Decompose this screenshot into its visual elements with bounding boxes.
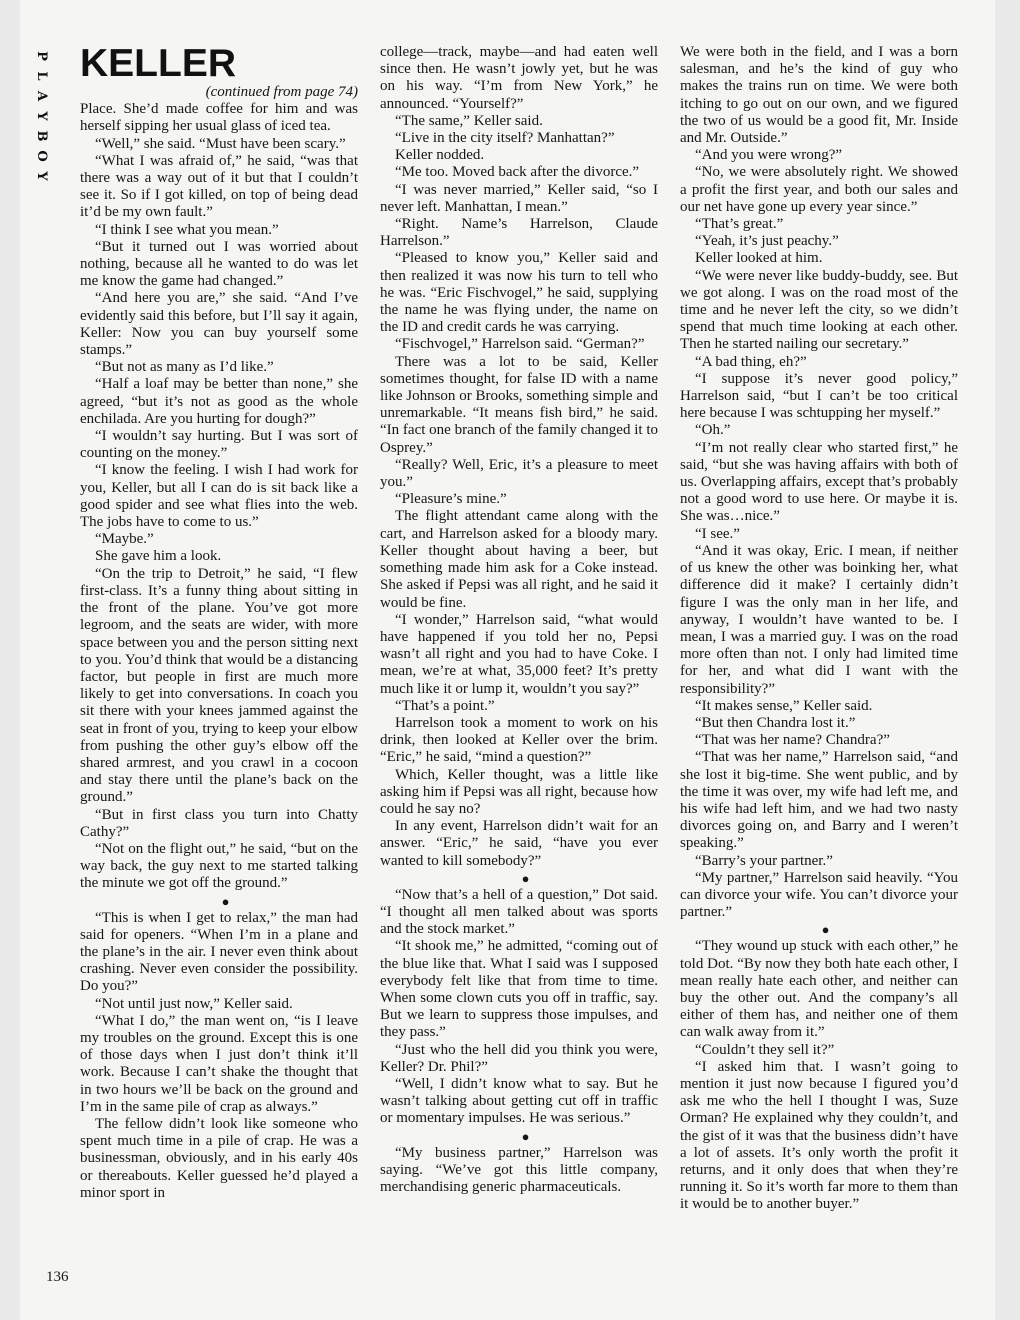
- paragraph: “Maybe.”: [95, 531, 154, 548]
- paragraph: “That was her name,” Harrelson said, “and she lost it big-time. She went public, and by the time it was over, my wife had left me, and his wife had left him, and we had two nasty divorces going on, and Barry and I weren’t speaking.”: [680, 749, 958, 852]
- paragraph: In any event, Harrelson didn’t wait for an answer. “Eric,” he said, “have you ever wanted to kill somebody?”: [380, 818, 658, 869]
- paragraph: “What I was afraid of,” he said, “was that there was a way out of it but that I couldn’t see it. So if I got killed, on top of being dead it’d be my own fault.”: [80, 152, 358, 221]
- text-column-3: [680, 44, 958, 1214]
- paragraph: Keller nodded.: [395, 147, 485, 164]
- paragraph: “Pleased to know you,” Keller said and then realized it was now his turn to tell who he was. “Eric Fischvogel,” he said, supplying the name he was flying under, the name on the ID and credit cards he was carrying.: [380, 250, 658, 336]
- paragraph: We were both in the field, and I was a born salesman, and he’s the kind of guy who makes the trains run on time. We were both itching to go out on our own, and we figured the two of us would be a good fit, Mr. Inside and Mr. Outside.”: [680, 44, 958, 147]
- paragraph: “Me too. Moved back after the divorce.”: [395, 164, 640, 181]
- paragraph: “Couldn’t they sell it?”: [695, 1041, 835, 1058]
- paragraph: “Just who the hell did you think you were, Keller? Dr. Phil?”: [380, 1041, 658, 1075]
- paragraph: “No, we were absolutely right. We showed a profit the first year, and both our sales and our net have gone up every year since.”: [680, 164, 958, 215]
- magazine-name-letter: Y: [34, 171, 49, 181]
- paragraph: “But it turned out I was worried about nothing, because all he wanted to do was let me know the game had changed.”: [80, 238, 358, 290]
- paragraph: “I wonder,” Harrelson said, “what would have happened if you told her no, Pepsi wasn’t all right and you had to have Coke. I mean, we’re at what, 35,000 feet? It’s pretty much like it or lump it, wouldn’t you say?”: [380, 611, 658, 697]
- section-break-bullet: ●: [521, 1128, 530, 1144]
- paragraph: “Pleasure’s mine.”: [395, 491, 507, 508]
- magazine-name-letter: L: [34, 71, 49, 81]
- paragraph: “Really? Well, Eric, it’s a pleasure to meet you.”: [380, 456, 658, 491]
- paragraph: “It makes sense,” Keller said.: [695, 697, 873, 714]
- article-headline: KELLER: [80, 42, 236, 85]
- paragraph: “A bad thing, eh?”: [695, 353, 807, 370]
- paragraph: Harrelson took a moment to work on his drink, then looked at Keller over the brim. “Eric,” he said, “mind a question?”: [380, 714, 658, 766]
- paragraph: The fellow didn’t look like someone who spent much time in a pile of crap. He was a businessman, obviously, and in his early 40s or thereabouts. Keller guessed he’d played a minor sport in: [80, 1115, 358, 1201]
- magazine-name-letter: B: [34, 130, 49, 142]
- paragraph: “Well,” she said. “Must have been scary.”: [95, 135, 346, 152]
- paragraph: Keller looked at him.: [695, 250, 823, 267]
- paragraph: “Now that’s a hell of a question,” Dot said. “I thought all men talked about was sports and the stock market.”: [380, 886, 658, 938]
- paragraph: “And here you are,” she said. “And I’ve evidently said this before, but I’ll say it again, Keller: Now you can buy yourself some stamps.”: [80, 290, 358, 359]
- paragraph: “Not until just now,” Keller said.: [95, 995, 293, 1012]
- paragraph: college—track, maybe—and had eaten well since then. He wasn’t jowly yet, but he was on his way. “I’m from New York,” he announced. “Yourself?”: [380, 44, 658, 112]
- paragraph: “My business partner,” Harrelson was saying. “We’ve got this little company, merchandising generic pharmaceuticals.: [380, 1144, 658, 1195]
- paragraph: “Well, I didn’t know what to say. But he wasn’t talking about getting cut off in traffic or momentary impulses. He was serious.”: [380, 1075, 658, 1127]
- paragraph: “But not as many as I’d like.”: [95, 359, 274, 376]
- paragraph: She gave him a look.: [95, 548, 222, 565]
- magazine-name-letter: P: [34, 51, 49, 61]
- paragraph: “I was never married,” Keller said, “so I never left. Manhattan, I mean.”: [380, 181, 658, 215]
- paragraph: “I suppose it’s never good policy,” Harrelson said, “but I can’t be too critical here because I was schtupping her myself.”: [680, 370, 958, 422]
- paragraph: “On the trip to Detroit,” he said, “I flew first-class. It’s a funny thing about sitting in the front of the plane. You’ve got more legroom, and the seats are wider, with more space between you and the person sitting next to you. You’d think that would be a distancing factor, but people in first are much more likely to get into conversations. In coach you sit there with your knees jammed against the seat in front of you, trying to keep your elbow from pushing the other guy’s elbow off the shared armrest, and you crawl in a cocoon and stay there until the plane’s back on the ground.”: [80, 565, 358, 806]
- page-number: 136: [46, 1269, 69, 1285]
- paragraph: “I asked him that. I wasn’t going to mention it just now because I figured you’d ask me who the hell I thought I was, Suze Orman? He explained why they couldn’t, and the gist of it was that the business didn’t have a lot of assets. It’s only worth the profit it returns, and it only does that when they’re running it. So it’s worth far more to them than it would be to another buyer.”: [680, 1058, 958, 1213]
- paragraph: “Not on the flight out,” he said, “but on the way back, the guy next to me started talking the minute we got off the ground.”: [80, 840, 358, 892]
- paragraph: “But in first class you turn into Chatty Cathy?”: [80, 806, 358, 840]
- paragraph: “I’m not really clear who started first,” he said, “but she was having affairs with both of us. Overlapping affairs, except that’s probably not a good word to use here. Or maybe it is. She was…nice.”: [680, 439, 958, 525]
- paragraph: “Half a loaf may be better than none,” she agreed, “but it’s not as good as the whole enchilada. Are you hurting for dough?”: [80, 376, 358, 427]
- paragraph: There was a lot to be said, Keller sometimes thought, for false ID with a name like Johnson or Brooks, something simple and unremarkable. “It means fish bird,” he said. “In fact one branch of the family changed it to Osprey.”: [380, 353, 658, 456]
- paragraph: “And you were wrong?”: [695, 147, 843, 164]
- paragraph: “They wound up stuck with each other,” he told Dot. “By now they both hate each other, I mean really hate each other, and neither can buy the other out. And the company’s all either of them has, and neither one of them can walk away from it.”: [680, 938, 958, 1041]
- paragraph: “Fischvogel,” Harrelson said. “German?”: [395, 336, 645, 353]
- paragraph: “That’s a point.”: [395, 697, 495, 714]
- paragraph: The flight attendant came along with the cart, and Harrelson asked for a bloody mary. Keller thought about having a beer, but something made him ask for a Coke instead. She asked if Pepsi was all right, and he said it would be fine.: [380, 508, 658, 611]
- paragraph: “My partner,” Harrelson said heavily. “You can divorce your wife. You can’t divorce your partner.”: [680, 869, 958, 921]
- magazine-name-vertical: [28, 46, 48, 186]
- paragraph: Place. She’d made coffee for him and was herself sipping her usual glass of iced tea.: [80, 101, 358, 135]
- section-break-bullet: ●: [821, 922, 830, 938]
- paragraph: Which, Keller thought, was a little like asking him if Pepsi was all right, because how could he say no?: [380, 766, 658, 817]
- paragraph: “It shook me,” he admitted, “coming out of the blue like that. What I said was I supposed everybody felt like that from time to time. When some clown cuts you off in traffic, say. But we learn to suppress those impulses, and they pass.”: [380, 938, 658, 1041]
- paragraph: “Live in the city itself? Manhattan?”: [395, 130, 615, 147]
- magazine-name-letter: Y: [34, 111, 49, 121]
- magazine-name-letter: O: [34, 150, 49, 162]
- text-column-2: [380, 44, 658, 1196]
- paragraph: “That was her name? Chandra?”: [695, 732, 890, 749]
- magazine-name-letter: A: [34, 90, 49, 102]
- paragraph: “But then Chandra lost it.”: [695, 714, 856, 731]
- paragraph: “The same,” Keller said.: [395, 112, 543, 129]
- continued-note: (continued from page 74): [205, 84, 358, 100]
- paragraph: “We were never like buddy-buddy, see. But we got along. I was on the road most of the time and he never left the city, so we didn’t spend that much time looking at each other. Then he started nailing our secretary.”: [680, 267, 958, 353]
- paragraph: “Right. Name’s Harrelson, Claude Harrelson.”: [380, 216, 658, 250]
- section-break-bullet: ●: [221, 893, 230, 909]
- paragraph: “And it was okay, Eric. I mean, if neither of us knew the other was boinking her, what difference did it make? I certainly didn’t figure I was the only man in her life, and anyway, I wouldn’t have wanted to be. I mean, I was a married guy. I was on the road more often than not. I only had limited time for her, and what did I want with the responsibility?”: [680, 542, 958, 697]
- section-break-bullet: ●: [521, 870, 530, 886]
- paragraph: “Barry’s your partner.”: [695, 852, 833, 869]
- paragraph: “Yeah, it’s just peachy.”: [695, 233, 839, 250]
- paragraph: “Oh.”: [695, 422, 731, 439]
- paragraph: “I see.”: [695, 525, 740, 542]
- paragraph: “I think I see what you mean.”: [95, 221, 279, 238]
- paragraph: “What I do,” the man went on, “is I leave my troubles on the ground. Except this is one of those days when I just don’t think it’ll work. Because I can’t shake the thought that in two hours we’ll be back on the ground and I’m in the same pile of crap as always.”: [80, 1012, 358, 1115]
- paragraph: “I know the feeling. I wish I had work for you, Keller, but all I can do is sit back like a good spider and see what flies into the web. The jobs have to come to us.”: [80, 462, 358, 531]
- paragraph: “That’s great.”: [695, 216, 784, 233]
- paragraph: “This is when I get to relax,” the man had said for openers. “When I’m in a plane and the plane’s in the air. I never even think about crashing. Never even consider the possibility. Do you?”: [80, 909, 358, 995]
- paragraph: “I wouldn’t say hurting. But I was sort of counting on the money.”: [80, 428, 358, 462]
- text-column-1: [80, 44, 358, 1202]
